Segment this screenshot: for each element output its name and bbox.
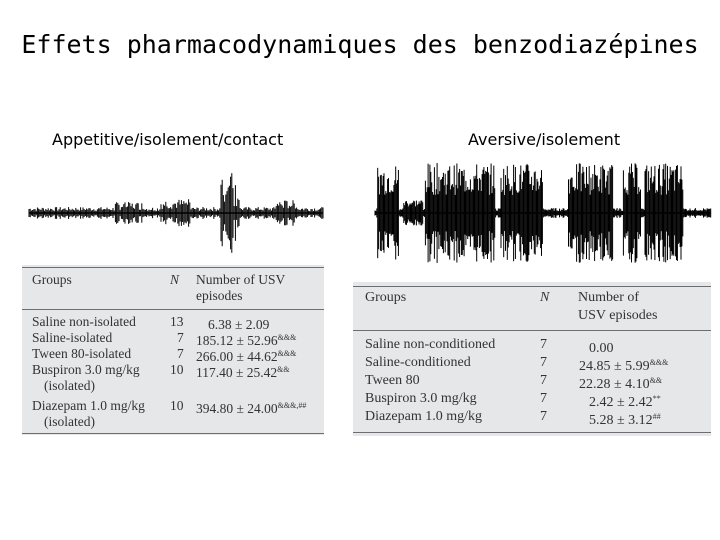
table-row-value: 24.85 ± 5.99&&& [579, 358, 669, 374]
table-row-n: 13 [170, 314, 184, 329]
table-bottom-rule [22, 433, 324, 434]
right-panel-subtitle: Aversive/isolement [468, 130, 621, 149]
table-row-group: Buspiron 3.0 mg/kg [365, 391, 477, 406]
right-usv-waveform [373, 160, 713, 266]
right-usv-table [353, 282, 711, 436]
header-n: N [540, 290, 550, 305]
table-row-value: 394.80 ± 24.00&&&,## [196, 401, 307, 416]
table-row-group: Saline non-conditioned [365, 337, 496, 352]
table-row-n: 10 [170, 398, 184, 413]
header-usv-line2: USV episodes [578, 308, 658, 323]
left-usv-table [22, 265, 324, 435]
table-header-rule [353, 330, 711, 331]
left-usv-waveform [25, 168, 327, 258]
header-groups: Groups [365, 290, 407, 305]
table-row-group: Saline-conditioned [365, 355, 471, 370]
table-row-group: Saline non-isolated [32, 314, 136, 329]
table-row-value: 266.00 ± 44.62&&& [196, 349, 297, 364]
table-header-rule [22, 309, 324, 310]
table-row-n: 7 [540, 391, 547, 406]
table-row-group: Diazepam 1.0 mg/kg [365, 409, 483, 424]
table-row-n: 7 [540, 355, 547, 370]
table-row-n: 7 [540, 409, 547, 424]
left-panel-subtitle: Appetitive/isolement/contact [52, 130, 284, 149]
table-top-rule [22, 267, 324, 268]
table-row-group-line2: (isolated) [44, 378, 95, 393]
header-n: N [170, 272, 180, 287]
slide-title: Effets pharmacodynamiques des benzodiazépines [21, 30, 699, 59]
table-row-n: 7 [177, 330, 184, 345]
table-row-group: Buspiron 3.0 mg/kg [32, 362, 140, 377]
header-groups: Groups [32, 272, 72, 287]
table-row-n: 10 [170, 362, 184, 377]
table-row-n: 7 [540, 337, 547, 352]
table-row-n: 7 [540, 373, 547, 388]
table-row-value: 22.28 ± 4.10&& [579, 376, 663, 392]
header-usv: Number of USV [196, 272, 286, 287]
table-row-group: Tween 80-isolated [32, 346, 132, 361]
table-row-value: 0.00 [589, 341, 614, 356]
header-usv-line2: episodes [196, 288, 243, 303]
table-row-value: 117.40 ± 25.42&& [196, 365, 290, 380]
table-row-value: 185.12 ± 52.96&&& [196, 333, 297, 348]
table-row-n: 7 [177, 346, 184, 361]
table-row-group: Saline-isolated [32, 330, 113, 345]
table-row-group-line2: (isolated) [44, 414, 95, 429]
table-row-value: 6.38 ± 2.09 [208, 317, 270, 332]
table-top-rule [353, 286, 711, 287]
header-usv: Number of [578, 290, 640, 305]
table-row-group: Tween 80 [365, 373, 420, 388]
table-row-value: 5.28 ± 3.12## [589, 412, 661, 428]
table-row-value: 2.42 ± 2.42** [589, 394, 661, 410]
table-row-group: Diazepam 1.0 mg/kg [32, 398, 145, 413]
table-bottom-rule [353, 432, 711, 433]
